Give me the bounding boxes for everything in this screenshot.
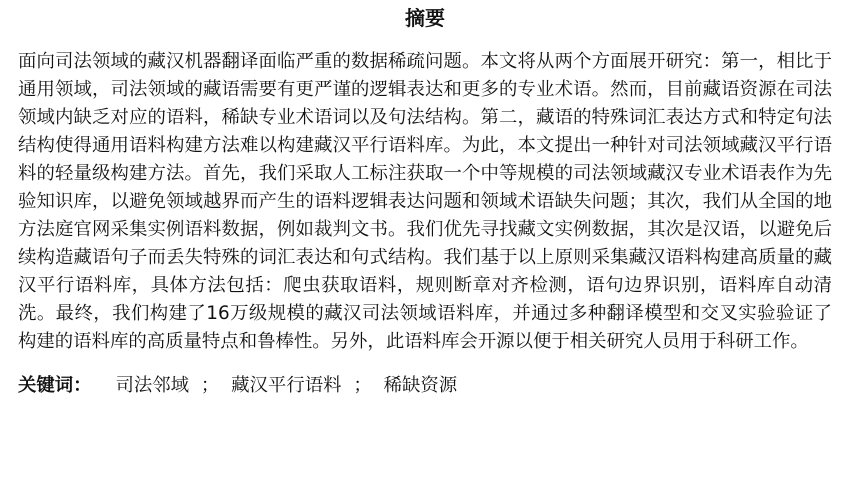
abstract-page — [0, 6, 850, 494]
abstract-heading: 摘要 — [405, 6, 445, 30]
keywords-label: 关键词： — [18, 375, 92, 396]
keyword-3: 稀缺资源 — [383, 375, 458, 396]
abstract-body: 面向司法领域的藏汉机器翻译面临严重的数据稀疏问题。本文将从两个方面展开研究：第一，相比于通用领域，司法领域的藏语需要有更严谨的逻辑表达和更多的专业术语。然而，目前藏语资源在司法领域内缺乏对应的语料，稀缺专业术语词以及句法结构。第二，藏语的特殊词汇表达方式和特定句法结构使得通用语料构建方法难以构建藏汉平行语料库。为此，本文提出一种针对司法领域藏汉平行语料的轻量级构建方法。首先，我们采取人工标注获取一个中等规模的司法领域藏汉专业术语表作为先验知识库，以避免领域越界而产生的语料逻辑表达问题和领域术语缺失问题；其次，我们从全国的地方法庭官网采集实例语料数据，例如裁判文书。我们优先寻找藏文实例数据，其次是汉语，以避免后续构造藏语句子而丢失特殊的词汇表达和句式结构。我们基于以上原则采集藏汉语料构建高质量的藏汉平行语料库，具体方法包括：爬虫获取语料，规则断章对齐检测，语句边界识别，语料库自动清洗。最终，我们构建了16万级规模的藏汉司法领域语料库，并通过多种翻译模型和交叉实验验证了构建的语料库的高质量特点和鲁棒性。另外，此语料库会开源以便于相关研究人员用于科研工作。 — [18, 51, 832, 352]
keyword-2: 藏汉平行语料 — [231, 375, 342, 396]
keyword-separator: ； — [353, 375, 372, 396]
keywords-line — [18, 372, 832, 400]
keyword-1: 司法邻域 — [115, 375, 190, 396]
keyword-separator: ； — [200, 375, 220, 396]
